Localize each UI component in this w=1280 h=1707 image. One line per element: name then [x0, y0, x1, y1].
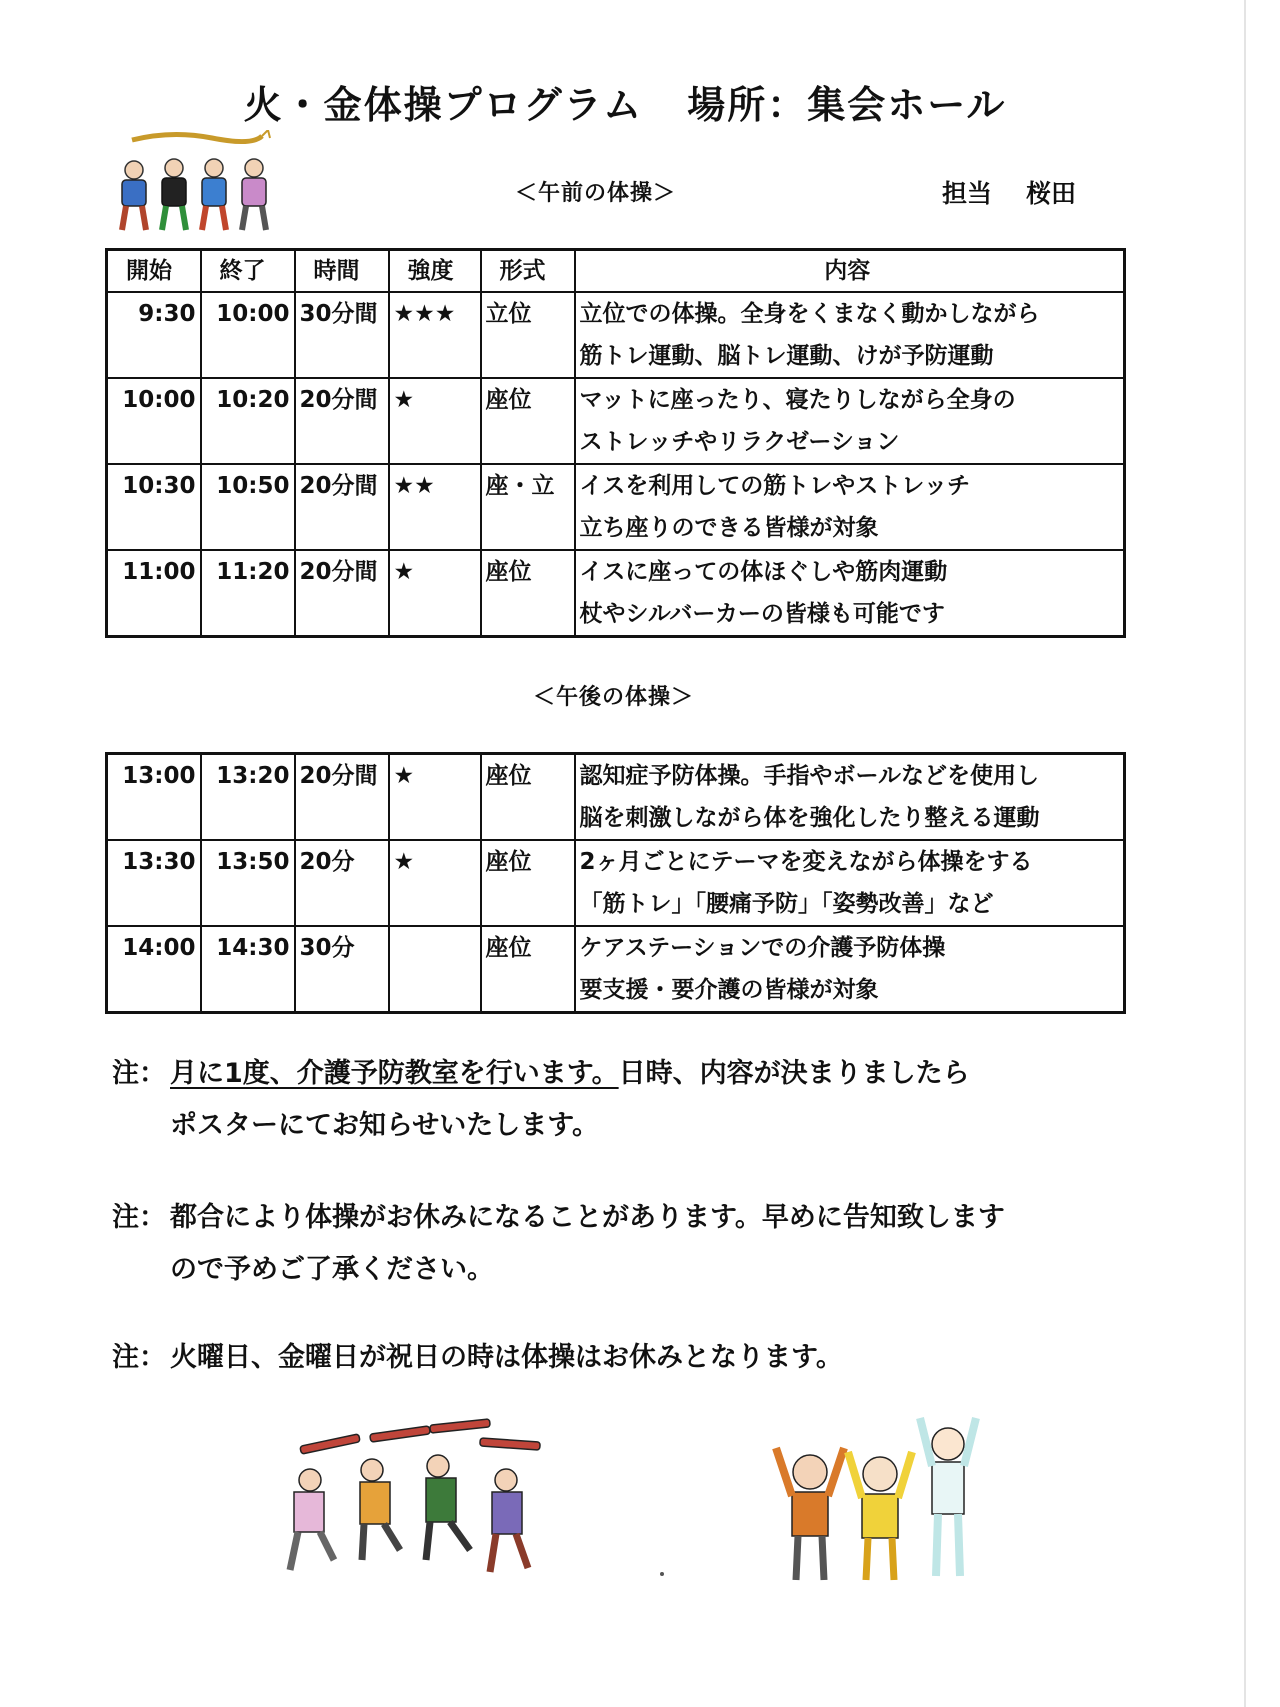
cell-intensity: ★: [389, 840, 481, 926]
page-title: [0, 74, 1250, 129]
cell-content: [575, 464, 1125, 550]
header-start: 開始: [107, 250, 201, 293]
note1-rest: 日時、内容が決まりましたら: [618, 1058, 970, 1089]
table-row: [107, 378, 1125, 464]
content-line: 脳を刺激しながら体を強化したり整える運動: [579, 805, 1040, 831]
note1-line2: ポスターにてお知らせいたします。: [170, 1110, 600, 1141]
cell-end: 11:20: [201, 550, 295, 637]
note1-underlined: 月に1度、介護予防教室を行います。: [170, 1058, 619, 1089]
cell-start: 10:30: [107, 464, 201, 550]
staff-label: 担当: [942, 179, 993, 208]
cell-content: [575, 378, 1125, 464]
table-header-row: [107, 250, 1125, 293]
cell-style: 座位: [481, 378, 575, 464]
cell-start: 13:30: [107, 840, 201, 926]
note2-line2: ので予めご了承ください。: [170, 1254, 494, 1285]
cell-content: [575, 754, 1125, 841]
content-line: 筋トレ運動、脳トレ運動、けが予防運動: [579, 343, 994, 369]
cell-style: 立位: [481, 292, 575, 378]
page-edge: [1244, 0, 1246, 1707]
cell-start: 11:00: [107, 550, 201, 637]
standing-exercise-group-icon: [112, 130, 288, 238]
cell-duration: 20分間: [295, 550, 389, 637]
header-style: 形式: [481, 250, 575, 293]
note-monthly-class: [112, 1048, 970, 1152]
cell-start: 9:30: [107, 292, 201, 378]
arms-raised-group-icon: [770, 1408, 1000, 1594]
content-line: 立位での体操。全身をくまなく動かしながら: [579, 301, 1040, 327]
staff-in-charge: [942, 174, 1076, 210]
cell-style: 座位: [481, 840, 575, 926]
note3-line1: 火曜日、金曜日が祝日の時は体操はお休みとなります。: [170, 1342, 843, 1373]
content-line: 要支援・要介護の皆様が対象: [579, 977, 879, 1003]
table-row: [107, 464, 1125, 550]
cell-start: 14:00: [107, 926, 201, 1013]
cell-style: 座位: [481, 550, 575, 637]
cell-style: 座位: [481, 754, 575, 841]
title-place: 場所：集会ホール: [687, 83, 1007, 127]
content-line: マットに座ったり、寝たりしながら全身の: [579, 387, 1016, 413]
note-holidays: [112, 1332, 843, 1384]
pm-schedule-table: [105, 752, 1126, 1014]
content-line: 2ヶ月ごとにテーマを変えながら体操をする: [579, 849, 1033, 875]
header-duration: 時間: [295, 250, 389, 293]
cell-intensity: ★★★: [389, 292, 481, 378]
cell-content: [575, 926, 1125, 1013]
cell-end: 13:50: [201, 840, 295, 926]
cell-style: 座位: [481, 926, 575, 1013]
cell-content: [575, 840, 1125, 926]
title-main: 火・金体操プログラム: [243, 83, 644, 127]
cell-duration: 20分間: [295, 754, 389, 841]
staff-name: 桜田: [1026, 179, 1077, 208]
cell-intensity: [389, 926, 481, 1013]
note-mark: 注：: [112, 1342, 166, 1373]
content-line: ストレッチやリラクゼーション: [579, 429, 900, 455]
table-row: [107, 754, 1125, 841]
cell-intensity: ★: [389, 550, 481, 637]
cell-intensity: ★: [389, 754, 481, 841]
content-line: 杖やシルバーカーの皆様も可能です: [579, 601, 945, 627]
seated-stretch-group-icon: [280, 1410, 560, 1592]
cell-end: 13:20: [201, 754, 295, 841]
cell-style: 座・立: [481, 464, 575, 550]
content-line: 認知症予防体操。手指やボールなどを使用し: [579, 763, 1040, 789]
cell-duration: 30分: [295, 926, 389, 1013]
note-mark: 注：: [112, 1058, 166, 1089]
cell-duration: 20分間: [295, 378, 389, 464]
header-content: 内容: [575, 250, 1125, 293]
am-schedule-table: [105, 248, 1126, 638]
scan-speck: [660, 1572, 664, 1576]
cell-duration: 20分: [295, 840, 389, 926]
header-intensity: 強度: [389, 250, 481, 293]
am-section-label: ＜午前の体操＞: [515, 181, 677, 206]
table-row: [107, 292, 1125, 378]
cell-end: 14:30: [201, 926, 295, 1013]
cell-end: 10:00: [201, 292, 295, 378]
cell-content: [575, 550, 1125, 637]
cell-duration: 30分間: [295, 292, 389, 378]
cell-content: [575, 292, 1125, 378]
content-line: ケアステーションでの介護予防体操: [579, 935, 946, 961]
cell-intensity: ★★: [389, 464, 481, 550]
pm-section-label: ＜午後の体操＞: [533, 685, 695, 710]
note-cancellation: [112, 1192, 1005, 1296]
cell-duration: 20分間: [295, 464, 389, 550]
content-line: イスに座っての体ほぐしや筋肉運動: [579, 559, 948, 585]
cell-start: 13:00: [107, 754, 201, 841]
table-row: [107, 550, 1125, 637]
note2-line1: 都合により体操がお休みになることがあります。早めに告知致します: [170, 1202, 1005, 1233]
table-row: [107, 926, 1125, 1013]
cell-end: 10:50: [201, 464, 295, 550]
note-mark: 注：: [112, 1202, 166, 1233]
table-row: [107, 840, 1125, 926]
content-line: イスを利用しての筋トレやストレッチ: [579, 473, 971, 499]
header-end: 終了: [201, 250, 295, 293]
cell-intensity: ★: [389, 378, 481, 464]
content-line: 「筋トレ」「腰痛予防」「姿勢改善」など: [579, 891, 994, 917]
cell-end: 10:20: [201, 378, 295, 464]
cell-start: 10:00: [107, 378, 201, 464]
content-line: 立ち座りのできる皆様が対象: [579, 515, 879, 541]
